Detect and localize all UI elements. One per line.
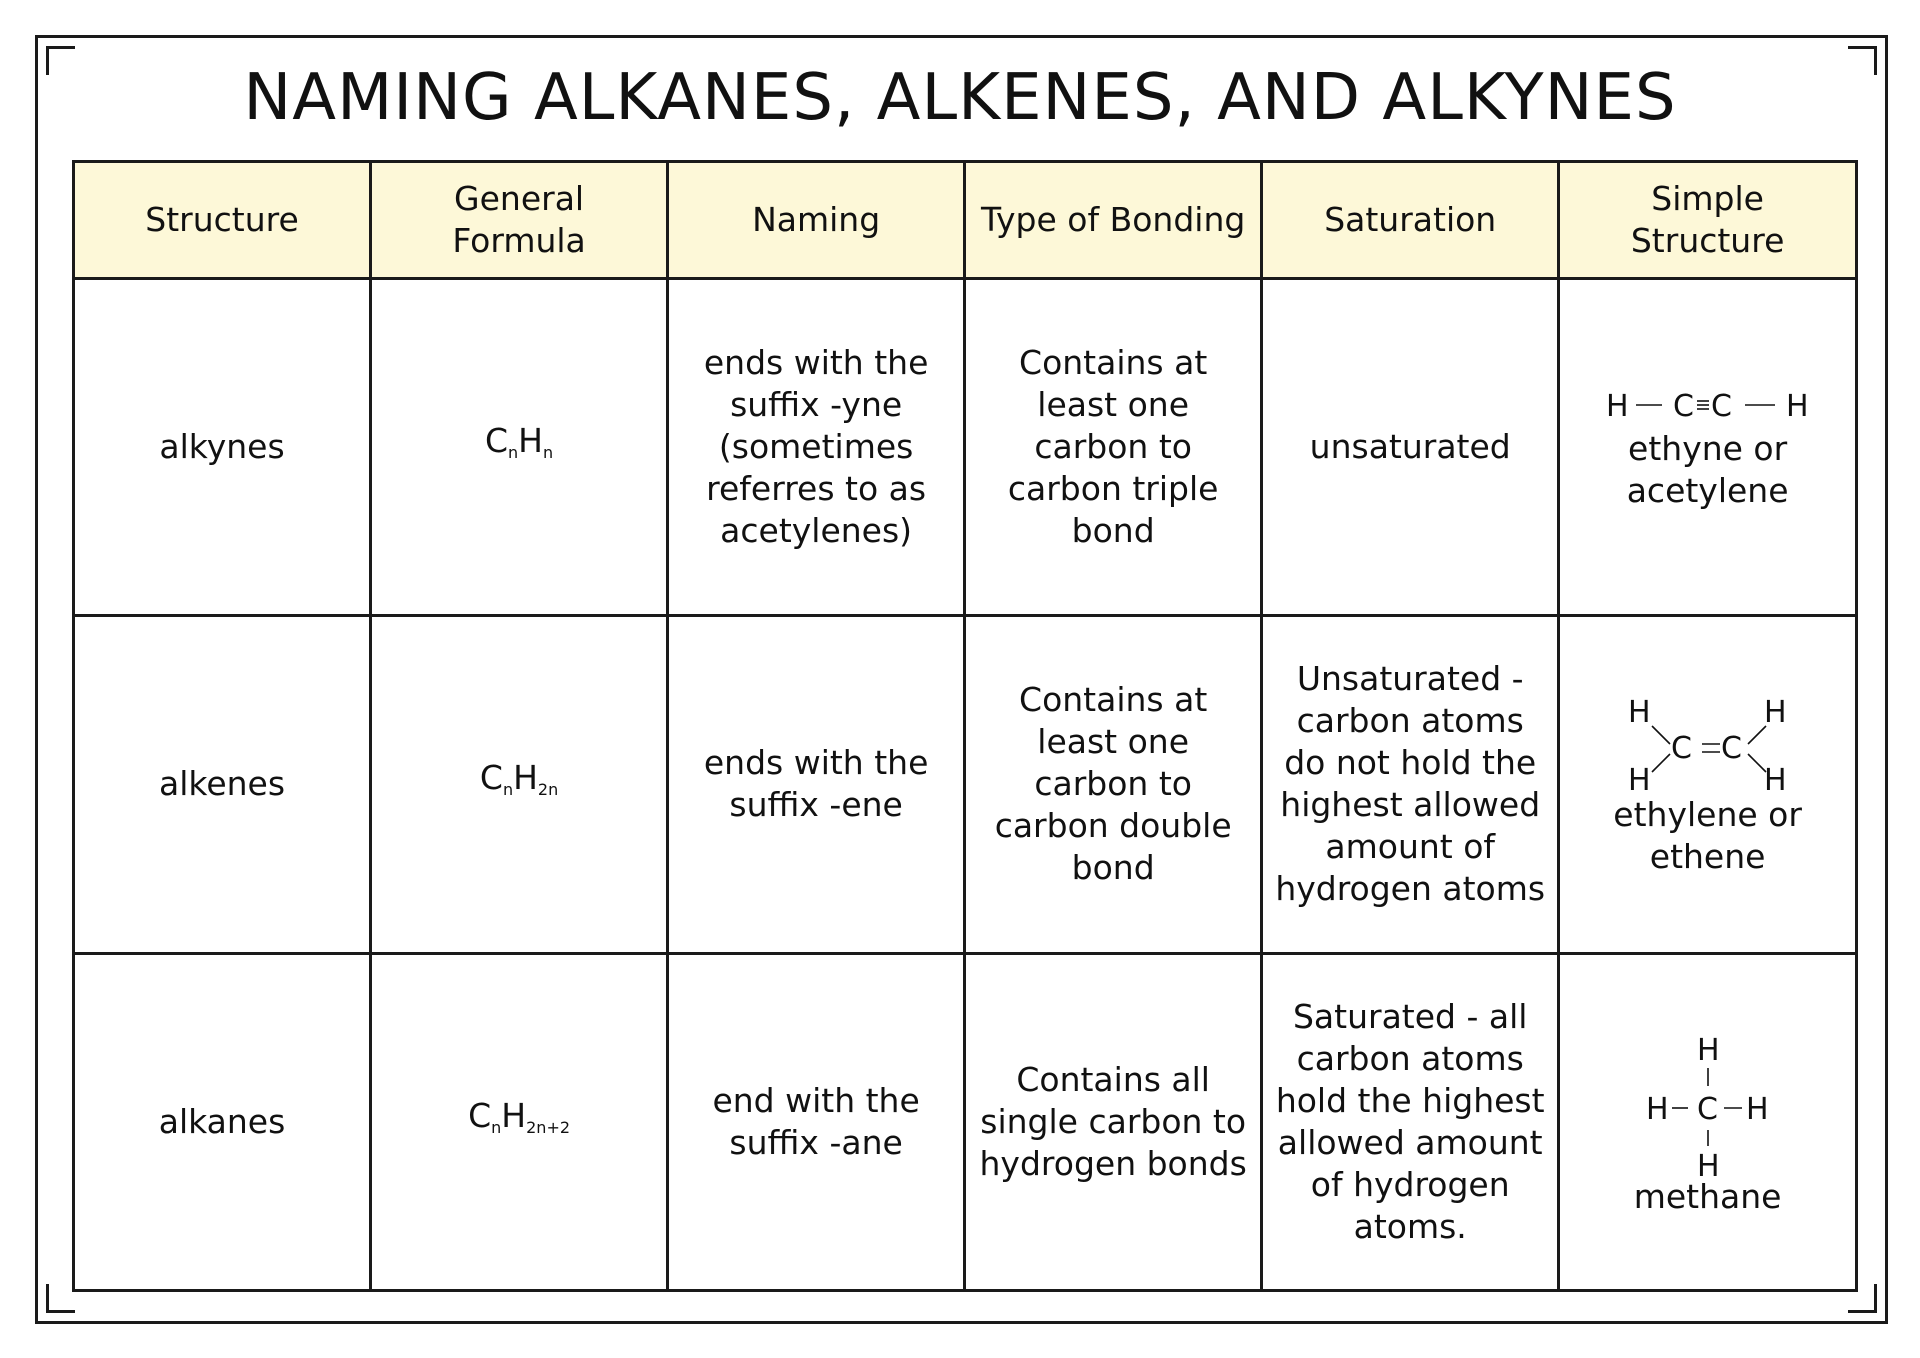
- svg-text:H: H: [1605, 389, 1629, 425]
- cell-naming: end with the suffix -ane: [668, 953, 965, 1290]
- svg-text:H: H: [1696, 1148, 1720, 1184]
- page-title: NAMING ALKANES, ALKENES, AND ALKYNES: [243, 61, 1677, 135]
- formula-alkynes: $C_nH_n$: [484, 421, 554, 463]
- svg-text:H: H: [1627, 695, 1651, 731]
- cell-saturation: Unsaturated - carbon atoms do not hold the highest allowed amount of hydrogen atoms: [1262, 616, 1559, 953]
- simple-structure-name: ethylene or ethene: [1613, 795, 1802, 877]
- cell-simple-structure: [1559, 279, 1857, 616]
- cell-general-formula: [371, 279, 668, 616]
- header-type-of-bonding: Type of Bonding: [965, 162, 1262, 279]
- header-simple-structure: Simple Structure: [1559, 162, 1857, 279]
- ethyne-structure-diagram: [1598, 382, 1818, 428]
- cell-structure: alkanes: [74, 953, 371, 1290]
- simple-structure-name: ethyne or acetylene: [1626, 429, 1789, 511]
- simple-structure-name: methane: [1633, 1176, 1782, 1216]
- cell-type-of-bonding: Contains at least one carbon to carbon double bond: [965, 616, 1262, 953]
- table-header: [74, 162, 1857, 279]
- header-naming: Naming: [668, 162, 965, 279]
- header-saturation: Saturation: [1262, 162, 1559, 279]
- svg-text:C: C: [1670, 731, 1692, 767]
- svg-text:C: C: [1672, 389, 1694, 425]
- comparison-table: [72, 160, 1858, 1292]
- methane-structure-diagram: [1638, 1026, 1778, 1184]
- cell-saturation: unsaturated: [1262, 279, 1559, 616]
- table-row-alkenes: [74, 616, 1857, 953]
- table-row-alkynes: [74, 279, 1857, 616]
- svg-text:C: C: [1710, 389, 1732, 425]
- cell-simple-structure: [1559, 953, 1857, 1290]
- cell-general-formula: [371, 953, 668, 1290]
- cell-structure: alkynes: [74, 279, 371, 616]
- svg-text:H: H: [1627, 763, 1651, 799]
- ethylene-structure-diagram: [1618, 690, 1798, 799]
- cell-naming: ends with the suffix -ene: [668, 616, 965, 953]
- svg-text:H: H: [1696, 1032, 1720, 1068]
- header-general-formula: General Formula: [371, 162, 668, 279]
- formula-alkanes: $C_nH_{2n+2}$: [468, 1095, 571, 1137]
- svg-text:H: H: [1645, 1091, 1669, 1127]
- corner-mark-bottom-left: [46, 1284, 75, 1313]
- svg-text:C: C: [1720, 731, 1742, 767]
- cell-saturation: Saturated - all carbon atoms hold the highest allowed amount of hydrogen atoms.: [1262, 953, 1559, 1290]
- cell-simple-structure: [1559, 616, 1857, 953]
- header-structure: Structure: [74, 162, 371, 279]
- svg-text:H: H: [1763, 695, 1787, 731]
- cell-general-formula: [371, 616, 668, 953]
- cell-structure: alkenes: [74, 616, 371, 953]
- svg-text:H: H: [1763, 763, 1787, 799]
- header-row: [74, 162, 1857, 279]
- svg-text:C: C: [1696, 1091, 1718, 1127]
- table-row-alkanes: [74, 953, 1857, 1290]
- cell-naming: ends with the suffix -yne (sometimes referres to as acetylenes): [668, 279, 965, 616]
- svg-text:H: H: [1745, 1091, 1769, 1127]
- svg-text:H: H: [1785, 389, 1809, 425]
- formula-alkenes: $C_nH_{2n}$: [479, 758, 559, 800]
- cell-type-of-bonding: Contains at least one carbon to carbon triple bond: [965, 279, 1262, 616]
- cell-type-of-bonding: Contains all single carbon to hydrogen bonds: [965, 953, 1262, 1290]
